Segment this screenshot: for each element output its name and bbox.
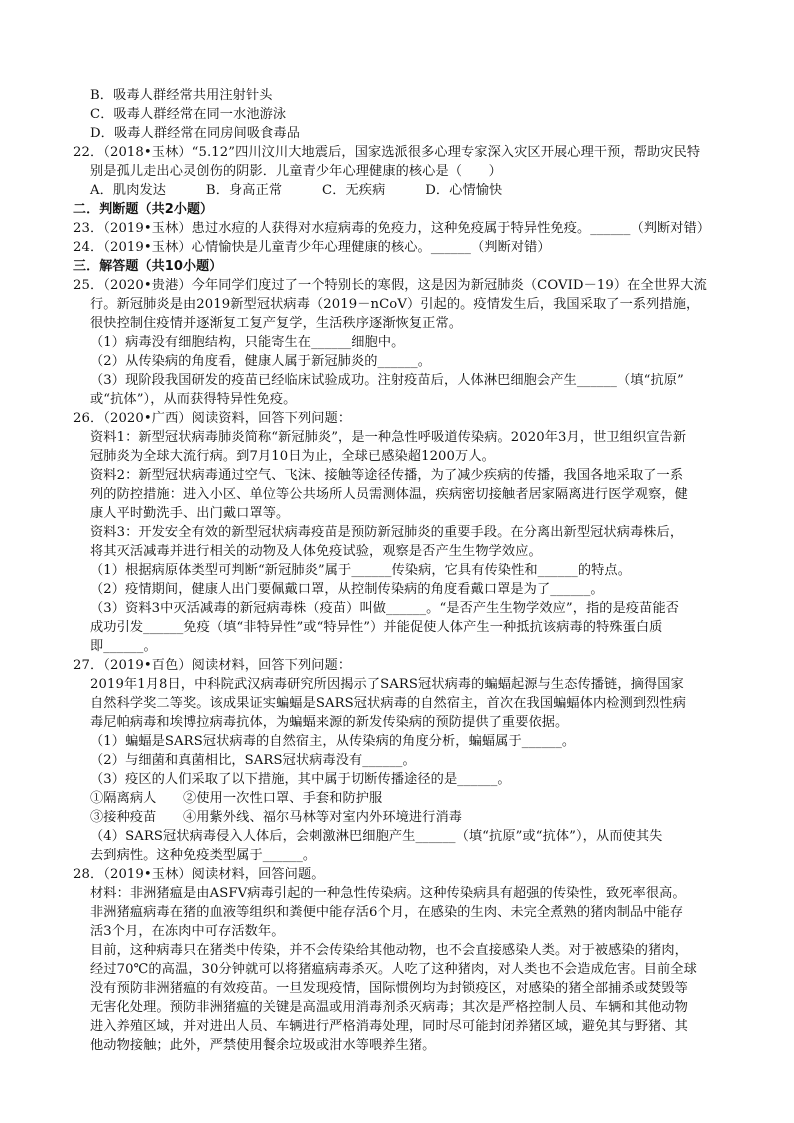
text-line: 康人平时勤洗手、出门戴口罩等。	[90, 506, 290, 521]
text-line: 27．（2019•百色）阅读材料，回答下列问题：	[73, 658, 352, 673]
text-line: 将其灭活减毒并进行相关的动物及人体免疫试验，观察是否产生生物学效应。	[90, 544, 542, 559]
text-line: 材料：非洲猪瘟是由ASFV病毒引起的一种急性传染病。这种传染病具有超强的传染性，致死率很高。	[90, 886, 686, 901]
text-line: 进入养殖区域，并对进出人员、车辆进行严格消毒处理，同时尽可能封闭养猪区域，避免其与野猪、其	[90, 1019, 688, 1034]
text-line: 他动物接触；此外，严禁使用餐余垃圾或泔水等喂养生猪。	[90, 1038, 436, 1053]
text-line: 没有预防非洲猪瘟的有效疫苗。一旦发现疫情，国际惯例均为封锁疫区，对感染的猪全部捕杀或焚毁等	[90, 981, 688, 996]
text-line: 22．（2018•玉林）“5.12”四川汶川大地震后，国家选派很多心理专家深入灾区开展心理干预，帮助灾民特	[73, 145, 701, 160]
text-line: （3）疫区的人们采取了以下措施，其中属于切断传播途径的是______。	[90, 772, 511, 787]
text-line: 去到病性。这种免疫类型属于______。	[90, 848, 317, 863]
text-line: 26．（2020•广西）阅读资料，回答下列问题：	[73, 411, 352, 426]
text-line: 目前，这种病毒只在猪类中传染，并不会传染给其他动物，也不会直接感染人类。对于被感染的猪肉，	[90, 943, 688, 958]
text-line: 24．（2019•玉林）心情愉快是儿童青少年心理健康的核心。______（判断对错）	[73, 240, 551, 255]
text-line: 列的防控措施：进入小区、单位等公共场所人员需测体温，疾病密切接触者居家隔离进行医学观察，健	[90, 487, 688, 502]
text-line: 活3个月，在冻肉中可存活数年。	[90, 924, 285, 939]
text-line: 冠肺炎为全球大流行病。到7月10日为止，全球已感染超1200万人。	[90, 449, 495, 464]
text-line: 资料3：开发安全有效的新型冠状病毒疫苗是预防新冠肺炎的重要手段。在分离出新型冠状病毒株后，	[90, 525, 684, 540]
text-line: D．吸毒人群经常在同房间吸食毒品	[90, 126, 300, 141]
text-line: 别是孤儿走出心灵创伤的阴影．儿童青少年心理健康的核心是（ ）	[90, 164, 502, 179]
text-line: 经过70℃的高温，30分钟就可以将猪瘟病毒杀灭。人吃了这种猪肉，对人类也不会造成危害。目前全球	[90, 962, 697, 977]
text-line: ①隔离病人 ②使用一次性口罩、手套和防护服	[90, 791, 383, 806]
text-line: 非洲猪瘟病毒在猪的血液等组织和粪便中能存活6个月，在感染的生肉、未完全煮熟的猪肉制品中能存	[90, 905, 684, 920]
text-line: B．吸毒人群经常共用注射针头	[90, 88, 273, 103]
text-line: 行。新冠肺炎是由2019新型冠状病毒（2019－nCoV）引起的。疫情发生后，我国采取了一系列措施，	[90, 297, 700, 312]
text-line: 或“抗体”），从而获得特异性免疫。	[90, 392, 297, 407]
text-line: （1）根据病原体类型可判断“新冠肺炎”属于______传染病，它具有传染性和______的特点。	[90, 563, 631, 578]
text-line: 23．（2019•玉林）患过水痘的人获得对水痘病毒的免疫力，这种免疫属于特异性免疫。______（判断对错）	[73, 221, 711, 236]
text-line: （2）疫情期间，健康人出门要佩戴口罩，从控制传染病的角度看戴口罩是为了______。	[90, 582, 604, 597]
text-line: 资料2：新型冠状病毒通过空气、飞沫、接触等途径传播，为了减少疾病的传播，我国各地采取了一系	[90, 468, 684, 483]
text-line: （2）与细菌和真菌相比，SARS冠状病毒没有______。	[90, 753, 416, 768]
text-line: C．吸毒人群经常在同一水池游泳	[90, 107, 287, 122]
text-line: 25．（2020•贵港）今年同学们度过了一个特别长的寒假，这是因为新冠肺炎（COVID－19）在全世界大流	[73, 278, 707, 293]
section-heading: 三．解答题（共10小题）	[73, 259, 223, 274]
text-line: 自然科学奖二等奖。该成果证实蝙蝠是SARS冠状病毒的自然宿主，首次在我国蝙蝠体内检测到烈性病	[90, 696, 686, 711]
text-line: 无害化处理。预防非洲猪瘟的关键是高温或用消毒剂杀灭病毒；其次是严格控制人员、车辆和其他动物	[90, 1000, 688, 1015]
text-line: （3）现阶段我国研发的疫苗已经临床试验成功。注射疫苗后，人体淋巴细胞会产生______（填“抗原”	[90, 373, 684, 388]
section-heading: 二．判断题（共2小题）	[73, 202, 214, 217]
text-line: A．肌肉发达 B．身高正常 C．无疾病 D．心情愉快	[90, 183, 503, 198]
text-line: 即______。	[90, 639, 157, 654]
text-line: 28．（2019•玉林）阅读材料，回答问题。	[73, 867, 325, 882]
text-line: 毒尼帕病毒和埃博拉病毒抗体，为蝙蝠来源的新发传染病的预防提供了重要依据。	[90, 715, 569, 730]
text-line: （3）资料3中灭活减毒的新冠病毒株（疫苗）叫做______。“是否产生生物学效应”，指的是疫苗能否	[90, 601, 680, 616]
text-line: 很快控制住疫情并逐渐复工复产复学，生活秩序逐渐恢复正常。	[90, 316, 463, 331]
text-line: ③接种疫苗 ④用紫外线、福尔马林等对室内外环境进行消毒	[90, 810, 463, 825]
text-line: （4）SARS冠状病毒侵入人体后，会刺激淋巴细胞产生______（填“抗原”或“抗体”），从而使其失	[90, 829, 663, 844]
text-line: 成功引发______免疫（填“非特异性”或“特异性”）并能促使人体产生一种抵抗该病毒的特殊蛋白质	[90, 620, 663, 635]
text-line: 资料1：新型冠状病毒肺炎简称“新冠肺炎”，是一种急性呼吸道传染病。2020年3月，世卫组织宣告新	[90, 430, 687, 445]
text-line: （1）病毒没有细胞结构，只能寄生在______细胞中。	[90, 335, 405, 350]
text-line: 2019年1月8日，中科院武汉病毒研究所因揭示了SARS冠状病毒的蝙蝠起源与生态传播链，摘得国家	[90, 677, 684, 692]
text-line: （1）蝙蝠是SARS冠状病毒的自然宿主，从传染病的角度分析，蝙蝠属于______。	[90, 734, 576, 749]
text-line: （2）从传染病的角度看，健康人属于新冠肺炎的______。	[90, 354, 431, 369]
